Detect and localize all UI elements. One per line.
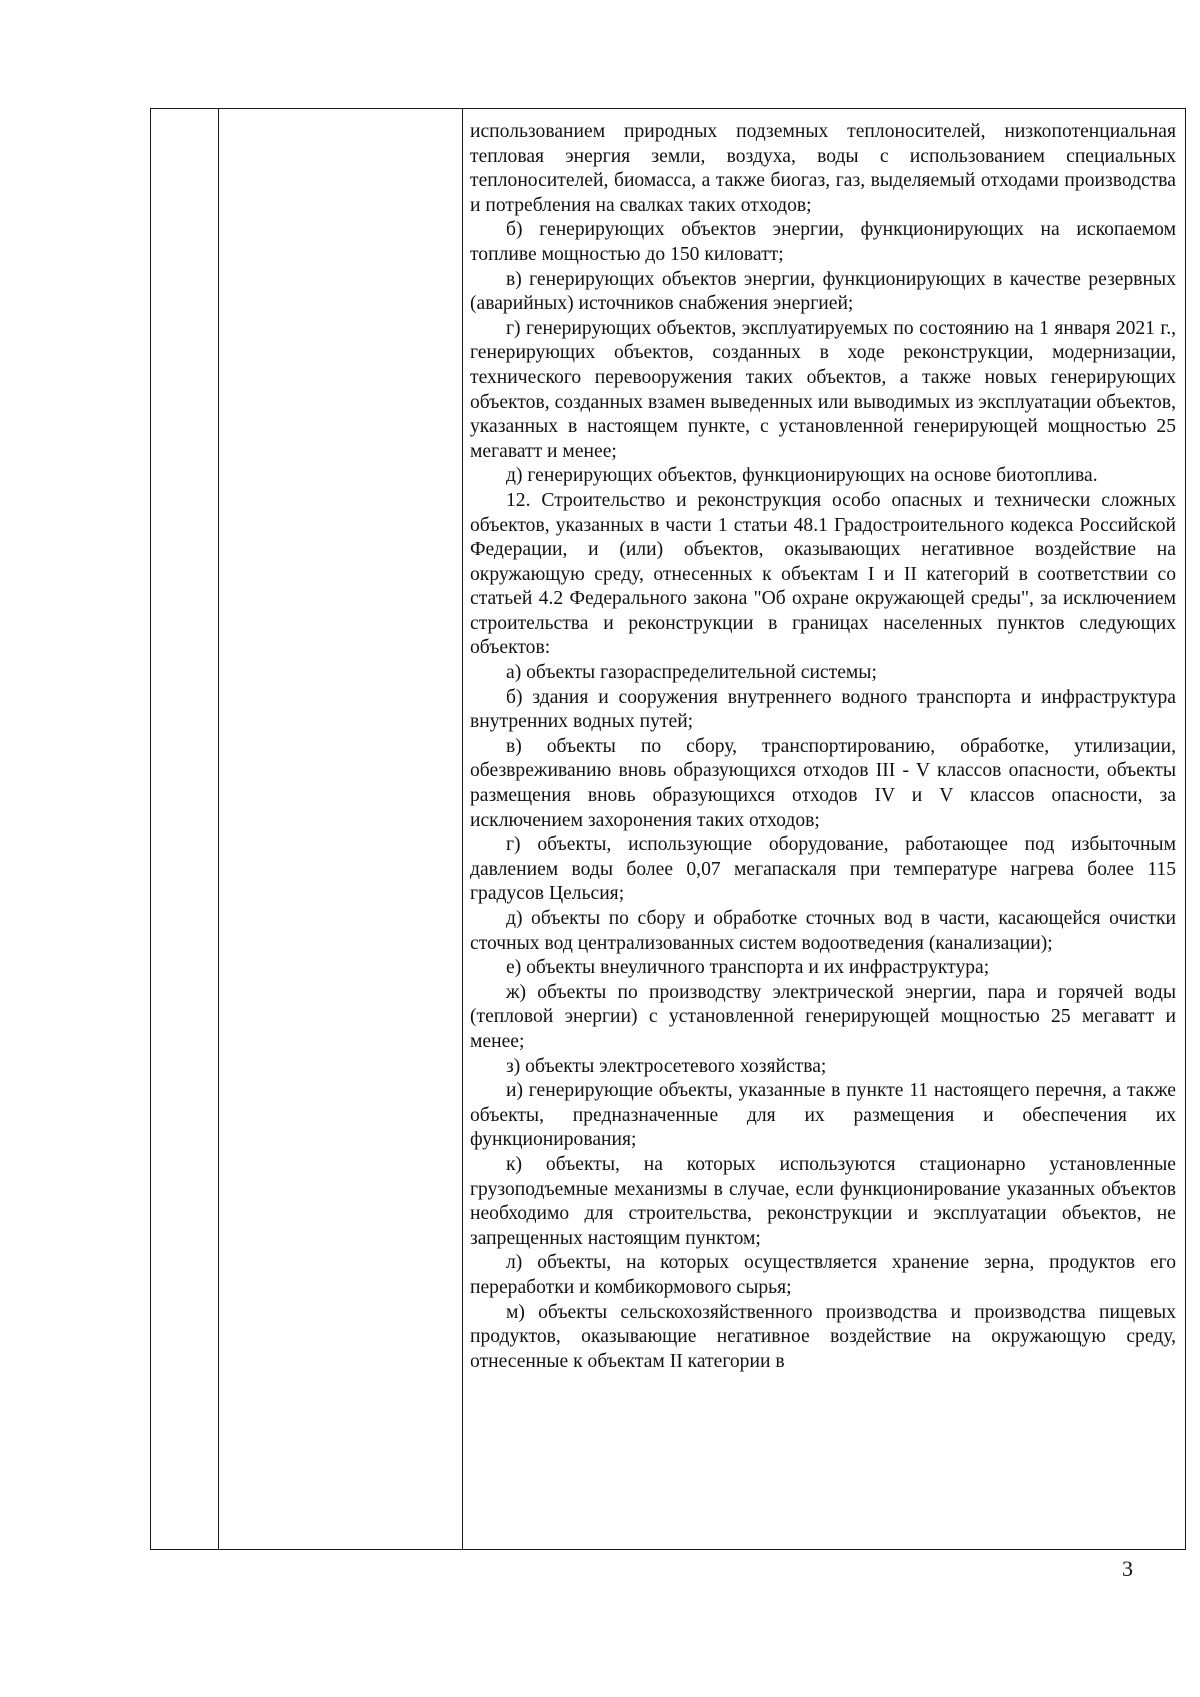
paragraph: г) объекты, использующие оборудование, работающее под избыточным давлением воды более 0,07 мегапаскаля при температуре нагрева более 115 градусов Цельсия; <box>470 834 1176 905</box>
paragraph: б) генерирующих объектов энергии, функционирующих на ископаемом топливе мощностью до 150 киловатт; <box>470 219 1176 265</box>
paragraph: г) генерирующих объектов, эксплуатируемых по состоянию на 1 января 2021 г., генерирующих объектов, созданных в ходе реконструкции, модернизации, технического перевооружения таких объектов, а также новых генерирующих объектов, созданных взамен выведенных или выводимых из эксплуатации объектов, указанных в настоящем пункте, с установленной генерирующей мощностью 25 мегаватт и менее; <box>470 317 1176 462</box>
paragraph: ж) объекты по производству электрической энергии, пара и горячей воды (тепловой энергии) с установленной генерирующей мощностью 25 мегаватт и менее; <box>470 981 1176 1052</box>
paragraph: использованием природных подземных теплоносителей, низкопотенциальная тепловая энергия земли, воздуха, воды с использованием специальных теплоносителей, биомасса, а также биогаз, газ, выделяемый отходами производства и потребления на свалках таких отходов; <box>470 121 1176 216</box>
paragraph: з) объекты электросетевого хозяйства; <box>506 1055 827 1077</box>
paragraph: б) здания и сооружения внутреннего водного транспорта и инфраструктура внутренних водных путей; <box>470 686 1176 733</box>
paragraph: 12. Строительство и реконструкция особо опасных и технически сложных объектов, указанных в части 1 статьи 48.1 Градостроительного кодекса Российской Федерации, и (или) объектов, оказывающих негативное воздействие на окружающую среду, отнесенных к объектам I и II категорий в соответствии со статьей 4.2 Федерального закона "Об охране окружающей среды", за исключением строительства и реконструкции в границах населенных пунктов следующих объектов: <box>470 489 1176 659</box>
table-column-divider-2 <box>462 108 463 1550</box>
paragraph: д) объекты по сбору и обработке сточных вод в части, касающейся очистки сточных вод централизованных систем водоотведения (канализации); <box>470 908 1176 954</box>
paragraph: в) генерирующих объектов энергии, функционирующих в качестве резервных (аварийных) источников снабжения энергией; <box>470 268 1176 315</box>
table-column-divider-1 <box>218 108 219 1550</box>
paragraph: л) объекты, на которых осуществляется хранение зерна, продуктов его переработки и комбикормового сырья; <box>470 1252 1176 1298</box>
paragraph: в) объекты по сбору, транспортированию, обработке, утилизации, обезвреживанию вновь образующихся отходов III - V классов опасности, объекты размещения вновь образующихся отходов IV и V классов опасности, за исключением захоронения таких отходов; <box>470 735 1176 831</box>
paragraph: е) объекты внеуличного транспорта и их инфраструктура; <box>506 957 990 979</box>
table-content-cell <box>470 120 1176 1374</box>
page-number: 3 <box>1122 1556 1133 1581</box>
paragraph: к) объекты, на которых используются стационарно установленные грузоподъемные механизмы в случае, если функционирование указанных объектов необходимо для строительства, реконструкции и эксплуатации объектов, не запрещенных настоящим пунктом; <box>470 1153 1176 1249</box>
paragraph: и) генерирующие объекты, указанные в пункте 11 настоящего перечня, а также объекты, предназначенные для их размещения и обеспечения их функционирования; <box>470 1080 1176 1151</box>
paragraph: д) генерирующих объектов, функционирующих на основе биотоплива. <box>506 465 1098 487</box>
paragraph: м) объекты сельскохозяйственного производства и производства пищевых продуктов, оказывающие негативное воздействие на окружающую среду, отнесенные к объектам II категории в <box>470 1301 1176 1372</box>
paragraph: а) объекты газораспределительной системы; <box>506 662 877 684</box>
